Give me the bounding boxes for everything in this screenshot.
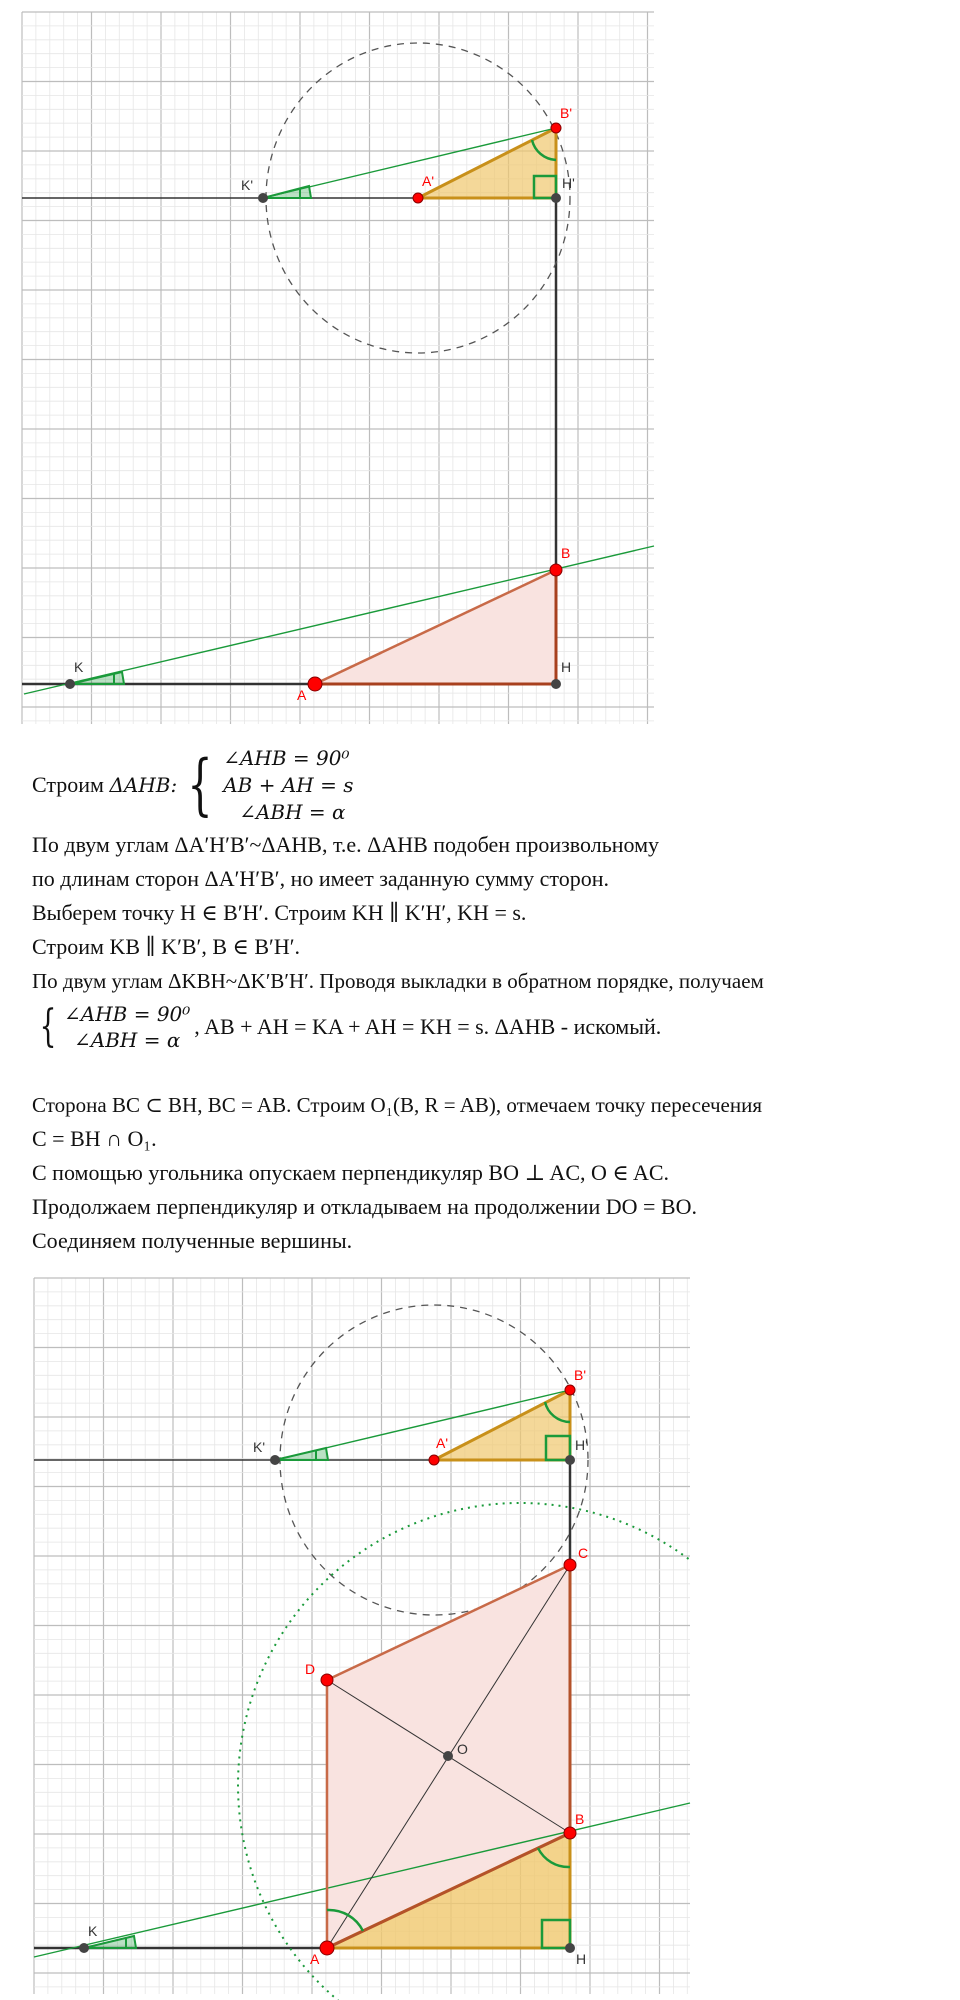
label-h: H xyxy=(576,1951,587,1967)
line-9: Продолжаем перпендикуляр и откладываем на продолжении DO = BO. xyxy=(32,1194,697,1219)
line-5: По двум углам ΔKBH~ΔK′B′H′. Проводя выкладки в обратном порядке, получаем xyxy=(32,969,764,993)
label-b1: B' xyxy=(560,105,573,121)
angle-mark-k1 xyxy=(263,186,311,198)
label-a1: A' xyxy=(436,1435,449,1451)
brace-1: { xyxy=(187,746,213,823)
label-b1: B' xyxy=(574,1367,587,1383)
angle-mark-k1 xyxy=(275,1448,328,1460)
label-k: K xyxy=(88,1923,98,1939)
label-a: A xyxy=(310,1951,320,1967)
label-k1: K' xyxy=(241,177,254,193)
point-d xyxy=(321,1674,333,1686)
build-prefix: Строим xyxy=(32,772,110,797)
brace-2: { xyxy=(39,1001,57,1052)
point-k1 xyxy=(258,193,268,203)
label-b: B xyxy=(575,1811,585,1827)
point-b xyxy=(564,1827,576,1839)
system-1 xyxy=(177,745,353,826)
sys1-row1: ∠AHB = 90⁰ xyxy=(223,745,350,770)
line-7: C = BH ∩ O₁. xyxy=(32,1126,157,1151)
line-10: Соединяем полученные вершины. xyxy=(32,1228,353,1253)
label-b: B xyxy=(561,545,571,561)
sys2-tail: , AB + AH = KA + AH = KH = s. ΔAHB - искомый. xyxy=(194,1014,662,1039)
line-6: Сторона BC ⊂ BH, BC = AB. Строим O₁(B, R = AB), отмечаем точку пересечения xyxy=(32,1093,762,1117)
label-a1: A' xyxy=(422,173,435,189)
point-a1 xyxy=(429,1455,439,1465)
point-c xyxy=(564,1559,576,1571)
point-a1 xyxy=(413,193,423,203)
solution-text xyxy=(32,742,932,1258)
build-triangle: ΔAHB: xyxy=(109,773,178,797)
point-b xyxy=(550,564,562,576)
line-4: Строим KB ∥ K′B′, B ∈ B′H′. xyxy=(32,934,301,959)
label-d: D xyxy=(305,1661,316,1677)
point-k xyxy=(65,679,75,689)
label-k: K xyxy=(74,659,84,675)
point-h1 xyxy=(565,1455,575,1465)
sys2-row1: ∠AHB = 90⁰ xyxy=(64,1002,191,1026)
label-a: A xyxy=(297,687,307,703)
label-k1: K' xyxy=(253,1439,266,1455)
sys2-row2: ∠ABH = α xyxy=(74,1028,181,1052)
sys1-row3: ∠ABH = α xyxy=(239,799,346,824)
point-h1 xyxy=(551,193,561,203)
point-b1 xyxy=(565,1385,575,1395)
label-h1: H' xyxy=(575,1437,588,1453)
label-c: C xyxy=(578,1545,589,1561)
point-h xyxy=(551,679,561,689)
line-3: Выберем точку H ∈ B′H′. Строим KH ∥ K′H′, KH = s. xyxy=(32,900,527,925)
construction-figure-2 xyxy=(0,1270,960,2000)
point-k xyxy=(79,1943,89,1953)
point-b1 xyxy=(551,123,561,133)
line-8: С помощью угольника опускаем перпендикуляр BO ⊥ AC, O ∈ AC. xyxy=(32,1160,670,1185)
triangle-a1-h1-b1 xyxy=(434,1390,570,1460)
point-k1 xyxy=(270,1455,280,1465)
point-o xyxy=(443,1751,453,1761)
label-o: O xyxy=(457,1741,468,1757)
build-line xyxy=(32,742,932,828)
sys1-row2: AB + AH = s xyxy=(223,772,354,797)
point-a xyxy=(308,677,322,691)
line-1: По двум углам ΔA′H′B′~ΔAHB, т.е. ΔAHB подобен произвольному xyxy=(32,832,660,857)
construction-figure-1 xyxy=(0,0,960,730)
label-h: H xyxy=(561,659,572,675)
system-2-line xyxy=(32,998,932,1056)
point-h xyxy=(565,1943,575,1953)
point-a xyxy=(320,1941,334,1955)
label-h1: H' xyxy=(562,175,575,191)
line-2: по длинам сторон ΔA′H′B′, но имеет заданную сумму сторон. xyxy=(32,866,609,891)
